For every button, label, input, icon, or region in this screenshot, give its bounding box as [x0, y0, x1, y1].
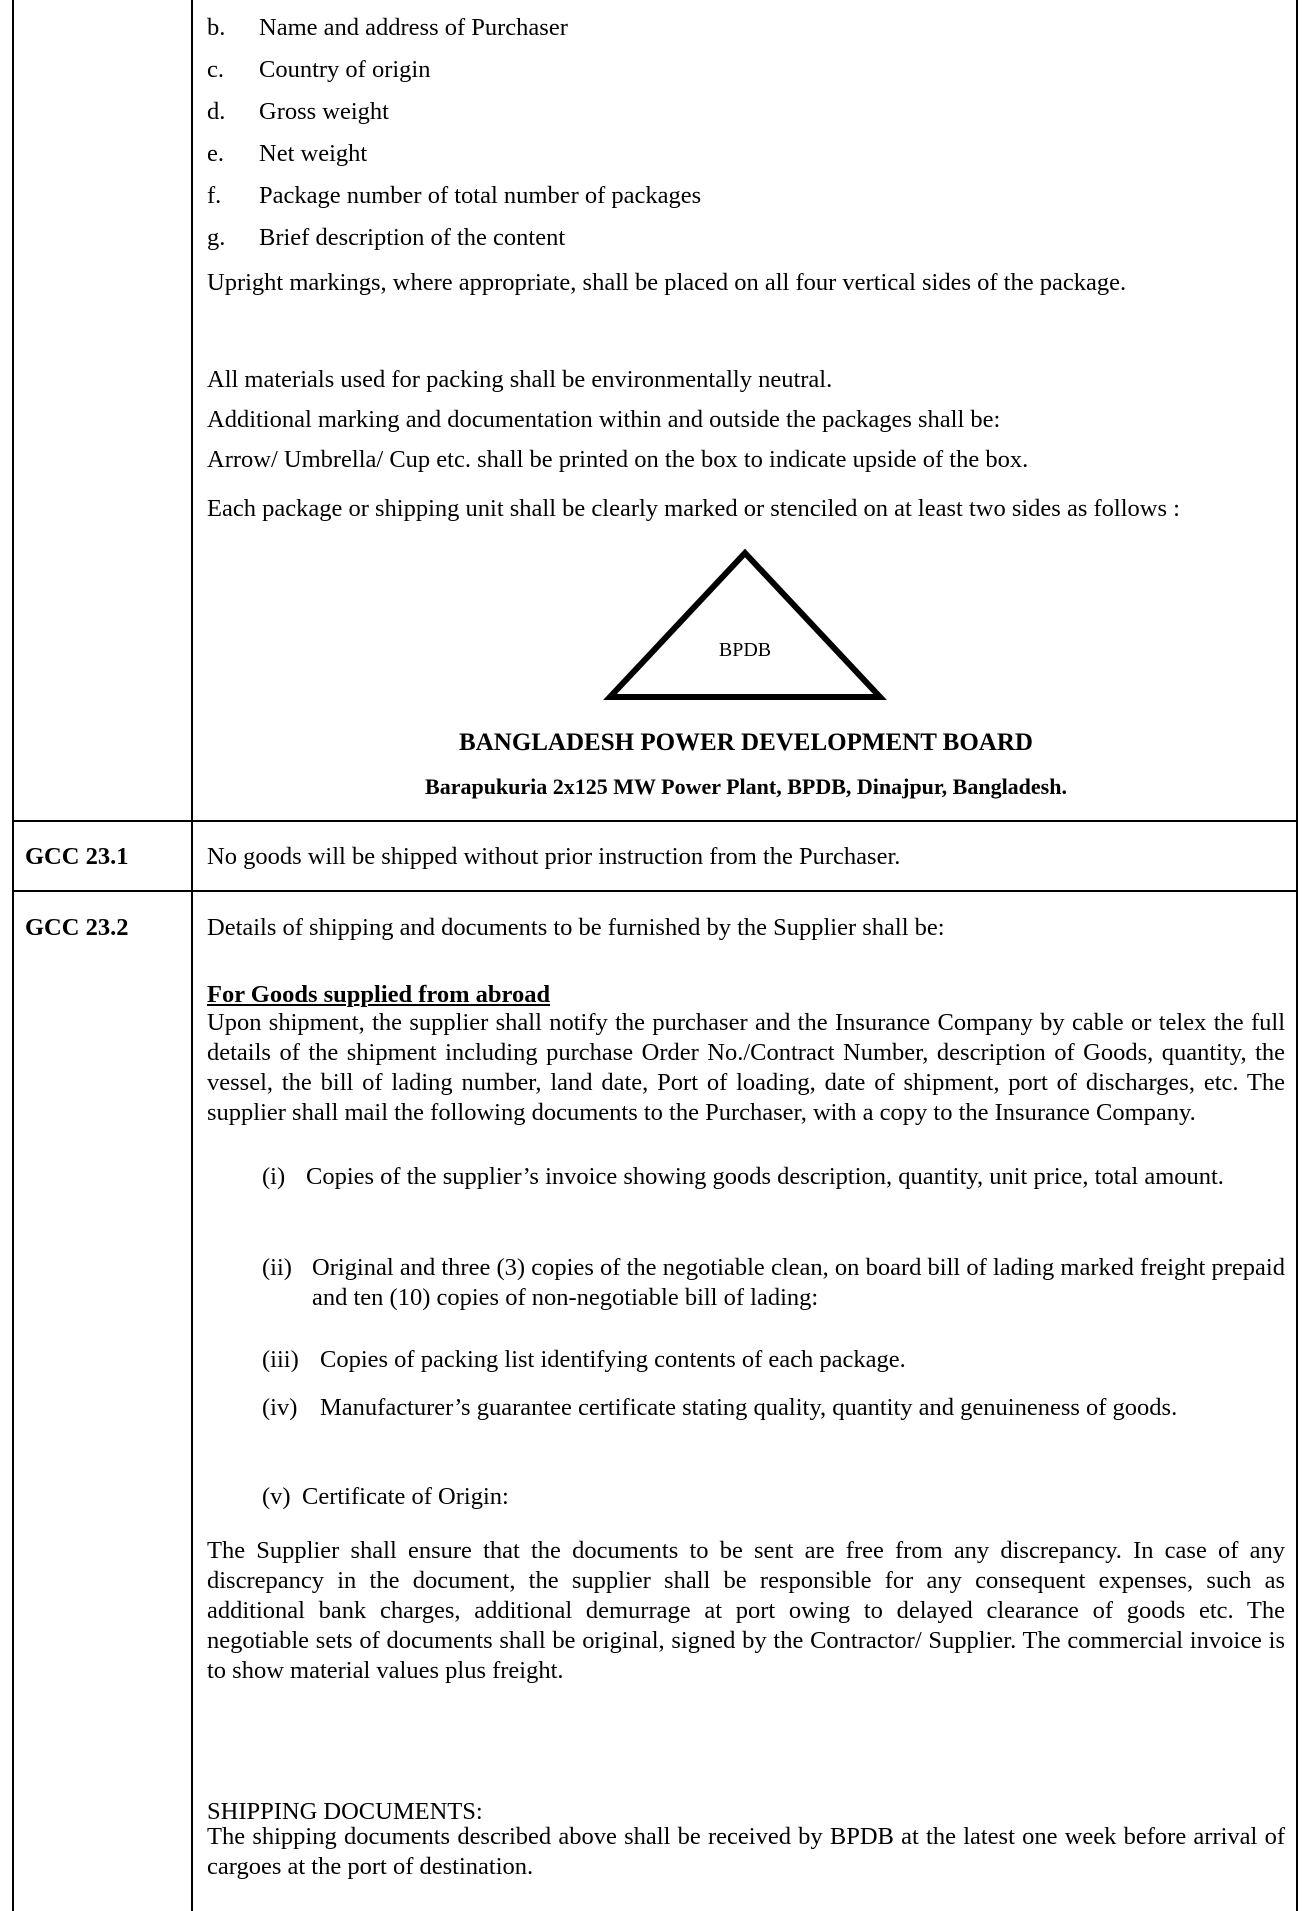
shipping-documents-paragraph: The shipping documents described above shall be received by BPDB at the latest one week before arrival of cargoes at the port of destination. — [207, 1823, 1285, 1880]
marking-list-item: b. Name and address of Purchaser — [207, 14, 568, 41]
plant-address-line: Barapukuria 2x125 MW Power Plant, BPDB, Dinajpur, Bangladesh. — [425, 774, 1067, 799]
document-list-item: (iv) Manufacturer’s guarantee certificate stating quality, quantity and genuineness of goods. — [262, 1394, 1178, 1421]
table-right-border — [1296, 0, 1298, 1911]
marking-list — [207, 13, 1285, 265]
packing-materials-paragraph: All materials used for packing shall be environmentally neutral. — [207, 366, 833, 393]
table-left-border — [12, 0, 14, 1911]
marking-list-item: e. Net weight — [207, 140, 368, 167]
marking-list-item: f. Package number of total number of packages — [207, 182, 702, 209]
shipment-notification-paragraph: Upon shipment, the supplier shall notify the purchaser and the Insurance Company by cable or telex the full details of the shipment including purchase Order No./Contract Number, description of Goods, quantity, the vessel, the bill of lading number, land date, Port of loading, date of shipment, port of discharges, etc. The supplier shall mail the following documents to the Purchaser, with a copy to the Insurance Company. — [207, 1009, 1285, 1126]
shipping-documents-heading: SHIPPING DOCUMENTS: — [207, 1797, 483, 1825]
upright-markings-paragraph: Upright markings, where appropriate, shall be placed on all four vertical sides of the package. — [207, 269, 1127, 296]
document-list-item: (i) Copies of the supplier’s invoice showing goods description, quantity, unit price, total amount. — [262, 1163, 1224, 1190]
document-list-item: (ii) Original and three (3) copies of the negotiable clean, on board bill of lading marked freight prepaid and ten (10) copies of non-negotiable bill of lading: — [262, 1254, 1285, 1311]
gcc-23-1-text: No goods will be shipped without prior instruction from the Purchaser. — [207, 843, 901, 870]
arrow-umbrella-paragraph: Arrow/ Umbrella/ Cup etc. shall be printed on the box to indicate upside of the box. — [207, 446, 1029, 473]
org-name-heading: BANGLADESH POWER DEVELOPMENT BOARD — [459, 729, 1033, 756]
row-divider-2 — [12, 890, 1298, 892]
goods-from-abroad-heading: For Goods supplied from abroad — [207, 980, 551, 1008]
marking-list-item: c. Country of origin — [207, 56, 431, 83]
each-package-paragraph: Each package or shipping unit shall be clearly marked or stenciled on at least two sides as follows : — [207, 495, 1180, 522]
document-list-item: (iii) Copies of packing list identifying contents of each package. — [262, 1346, 906, 1373]
marking-list-item: d. Gross weight — [207, 98, 389, 125]
additional-marking-paragraph: Additional marking and documentation within and outside the packages shall be: — [207, 406, 1001, 433]
row-divider-1 — [12, 820, 1298, 822]
discrepancy-paragraph: The Supplier shall ensure that the documents to be sent are free from any discrepancy. In case of any discrepancy in the document, the supplier shall be responsible for any consequent expenses, such as additional bank charges, additional demurrage at port owing to delayed clearance of goods etc. The negotiable sets of documents shall be original, signed by the Contractor/ Supplier. The commercial invoice is to show material values plus freight. — [207, 1537, 1285, 1684]
table-column-divider — [191, 0, 193, 1911]
gcc-23-2-intro: Details of shipping and documents to be furnished by the Supplier shall be: — [207, 914, 945, 941]
gcc-23-2-label: GCC 23.2 — [25, 914, 129, 941]
bpdb-triangle-symbol — [600, 545, 890, 705]
marking-list-item: g. Brief description of the content — [207, 224, 566, 251]
triangle-label: BPDB — [718, 639, 772, 661]
document-list-item: (v) Certificate of Origin: — [262, 1483, 509, 1510]
marking-content-cell — [207, 13, 1285, 265]
gcc-23-1-label: GCC 23.1 — [25, 843, 129, 870]
